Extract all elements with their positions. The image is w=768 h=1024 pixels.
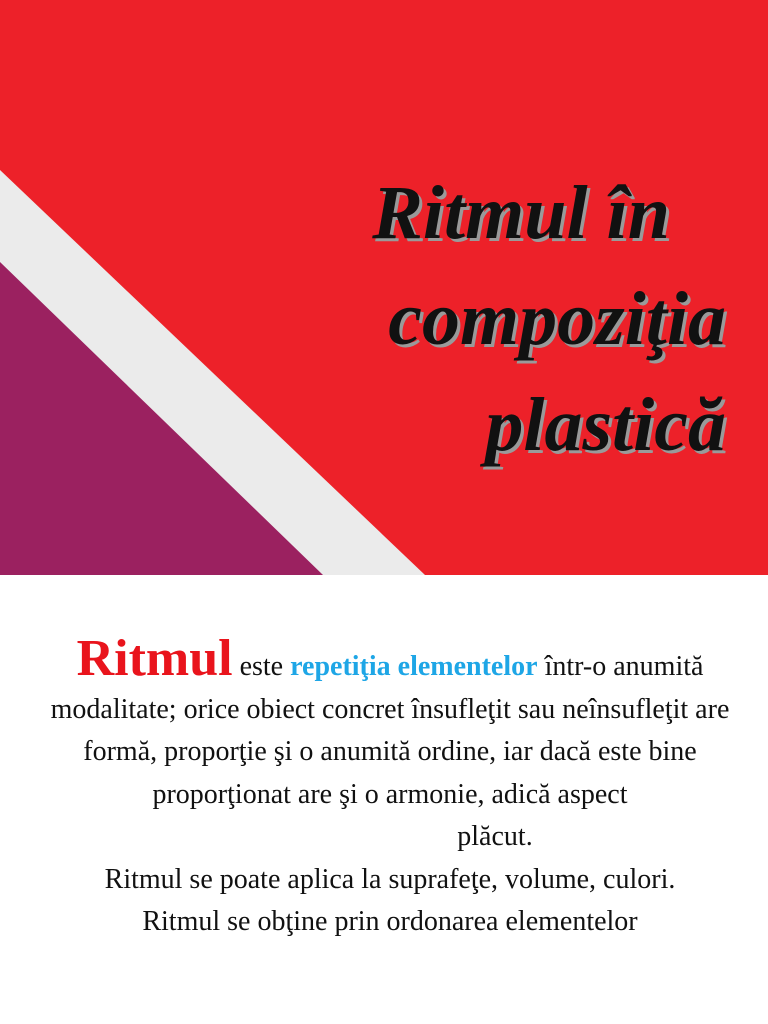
intro-text: este xyxy=(232,651,291,682)
title-line-3: plastică xyxy=(485,383,726,467)
definition-continuation: anumită modalitate; orice obiect concret însufleţit sau neînsufleţit are formă, proporţie şi o anumită ordine, iar dacă este bine proporţionat are şi o armonie, adică aspect xyxy=(50,651,730,810)
highlight-text: repetiţia elementelor xyxy=(290,651,538,682)
term-ritmul: Ritmul xyxy=(76,630,233,687)
line1-rest-text: într-o xyxy=(537,651,607,682)
title-line-1: Ritmul în xyxy=(372,171,670,255)
content-slide-text xyxy=(40,630,740,944)
definition-ending: plăcut. xyxy=(457,821,533,852)
title-line-2: compoziţia xyxy=(388,277,726,361)
method-paragraph: Ritmul se obţine prin ordonarea elementelor xyxy=(142,906,638,937)
slide-title xyxy=(296,160,726,478)
application-paragraph: Ritmul se poate aplica la suprafeţe, volume, culori. xyxy=(104,863,676,895)
definition-paragraph xyxy=(40,630,740,859)
